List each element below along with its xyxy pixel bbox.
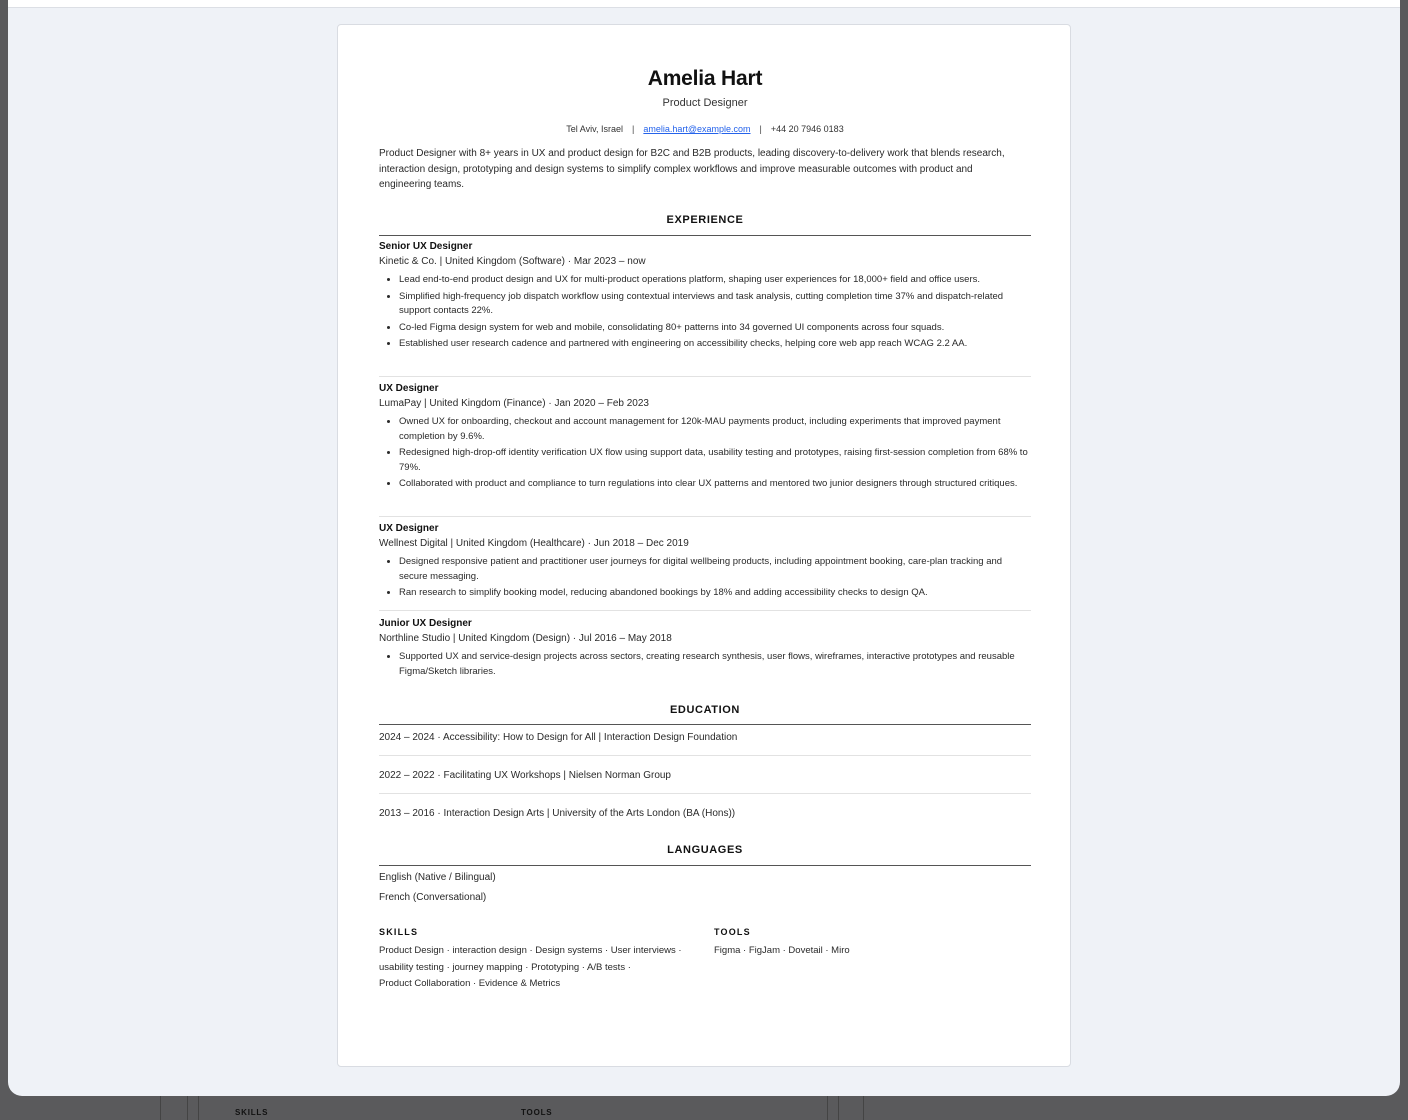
job-meta: Kinetic & Co. | United Kingdom (Software) · Mar 2023 – now [379,256,646,267]
job-bullet: • Redesigned high-drop-off identity verification UX flow using support data, usability testing and prototypes, raising first-session completion from 68% to 79%. [399,446,1031,475]
entry-divider [379,610,1031,611]
job-bullets [379,415,1031,492]
skills-line: usability testing · journey mapping · Prototyping · A/B tests · [379,961,631,973]
job-title: Junior UX Designer [379,618,472,629]
contact-separator: | [759,124,762,134]
job-bullet: • Established user research cadence and partnered with engineering on accessibility checks, helping core web app reach WCAG 2.2 AA. [399,337,1031,352]
job-bullet: • Co-led Figma design system for web and mobile, consolidating 80+ patterns into 34 governed UI components across four squads. [399,321,1031,336]
candidate-title: Product Designer [662,97,748,109]
job-title: UX Designer [379,523,439,534]
modal-header [8,0,1400,8]
job-bullets [379,555,1031,601]
job-meta: Wellnest Digital | United Kingdom (Healthcare) · Jun 2018 – Dec 2019 [379,538,689,549]
entry-divider [379,376,1031,377]
section-divider [379,865,1031,866]
contact-phone: +44 20 7946 0183 [770,124,844,134]
skills-heading: SKILLS [379,927,419,937]
job-bullet: • Owned UX for onboarding, checkout and account management for 120k-MAU payments product, including experiments that improved payment completion by 9.6%. [399,415,1031,444]
experience-entry [379,382,1031,494]
languages-heading: LANGUAGES [667,844,743,856]
job-meta: Northline Studio | United Kingdom (Design) · Jul 2016 – May 2018 [379,633,672,644]
experience-entry [379,240,1031,354]
candidate-name: Amelia Hart [647,67,763,90]
background-panel [198,1096,828,1120]
section-divider [379,235,1031,236]
entry-divider [379,793,1031,794]
skills-line: Product Design · interaction design · Design systems · User interviews · [379,945,682,956]
entry-divider [379,516,1031,517]
skills-list [379,943,709,993]
background-panel [838,1096,864,1120]
job-bullet: • Collaborated with product and compliance to turn regulations into clear UX patterns and mentored two junior designers through structured critiques. [399,477,1031,492]
job-bullet: • Lead end-to-end product design and UX for multi-product operations platform, shaping user experiences for 18,000+ field and office users. [399,273,1031,288]
education-item: 2024 – 2024 · Accessibility: How to Design for All | Interaction Design Foundation [379,732,738,743]
job-bullets [379,273,1031,352]
contact-line [379,124,1031,134]
skills-line: Product Collaboration · Evidence & Metrics [379,978,561,989]
experience-entry [379,522,1031,603]
profile-summary: Product Designer with 8+ years in UX and product design for B2C and B2B products, leading discovery-to-delivery work that blends research, interaction design, prototyping and design systems to simplify complex workflows and improve measurable outcomes with product and engineering teams. [379,148,1005,190]
background-panel [160,1096,188,1120]
resume-page[interactable] [337,24,1071,1067]
job-title: Senior UX Designer [379,241,473,252]
background-skills-label: SKILLS [235,1108,269,1117]
job-bullets [379,650,1031,679]
contact-separator: | [632,124,635,134]
contact-location: Tel Aviv, Israel [566,124,623,134]
education-item: 2022 – 2022 · Facilitating UX Workshops | Nielsen Norman Group [379,770,671,781]
job-bullet: • Simplified high-frequency job dispatch workflow using contextual interviews and task analysis, cutting completion time 37% and dispatch-related support contacts 22%. [399,290,1031,319]
job-bullet: • Ran research to simplify booking model, reducing abandoned bookings by 18% and adding accessibility checks to design QA. [399,586,1031,601]
contact-email-link[interactable]: amelia.hart@example.com [643,124,751,134]
language-item: English (Native / Bilingual) [379,872,496,883]
job-meta: LumaPay | United Kingdom (Finance) · Jan 2020 – Feb 2023 [379,398,649,409]
job-title: UX Designer [379,383,439,394]
section-divider [379,724,1031,725]
background-tools-label: TOOLS [521,1108,553,1117]
education-heading: EDUCATION [670,704,740,716]
resume-preview-modal [8,0,1400,1096]
experience-entry [379,617,1031,681]
job-bullet: • Designed responsive patient and practitioner user journeys for digital wellbeing products, including appointment booking, care-plan tracking and secure messaging. [399,555,1031,584]
language-item: French (Conversational) [379,892,487,903]
education-item: 2013 – 2016 · Interaction Design Arts | University of the Arts London (BA (Hons)) [379,808,736,819]
tools-heading: TOOLS [714,927,751,937]
job-bullet: • Supported UX and service-design projects across sectors, creating research synthesis, user flows, wireframes, interactive prototypes and reusable Figma/Sketch libraries. [399,650,1031,679]
experience-heading: EXPERIENCE [666,214,744,226]
entry-divider [379,755,1031,756]
tools-list: Figma · FigJam · Dovetail · Miro [714,945,850,956]
